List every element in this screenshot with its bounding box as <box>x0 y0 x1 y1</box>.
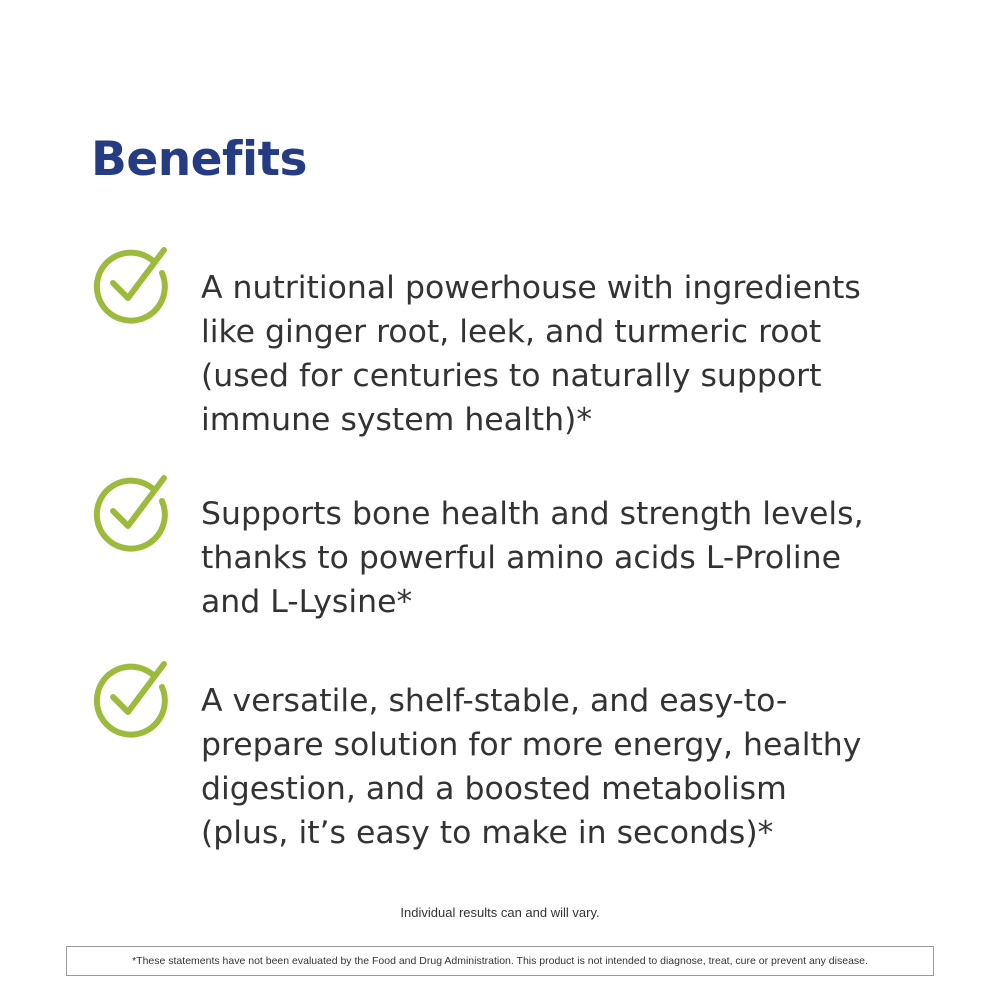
benefit-text: A versatile, shelf-stable, and easy-to- prepare solution for more energy, healthy digestion, and a boosted metabolism (plus, it’s easy to make in seconds)* <box>201 683 862 851</box>
check-circle-icon <box>90 246 170 326</box>
disclaimer-text: *These statements have not been evaluated by the Food and Drug Administration. This product is not intended to diagnose, treat, cure or prevent any disease. <box>132 955 868 967</box>
disclaimer-box <box>66 946 934 976</box>
page-title: Benefits <box>91 132 308 187</box>
check-circle-icon <box>90 660 170 740</box>
results-note: Individual results can and will vary. <box>400 905 600 920</box>
benefit-text: Supports bone health and strength levels, thanks to powerful amino acids L-Proline and L-Lysine* <box>201 496 864 620</box>
benefit-text: A nutritional powerhouse with ingredients like ginger root, leek, and turmeric root (used for centuries to naturally support immune system health)* <box>201 270 861 438</box>
check-circle-icon <box>90 474 170 554</box>
